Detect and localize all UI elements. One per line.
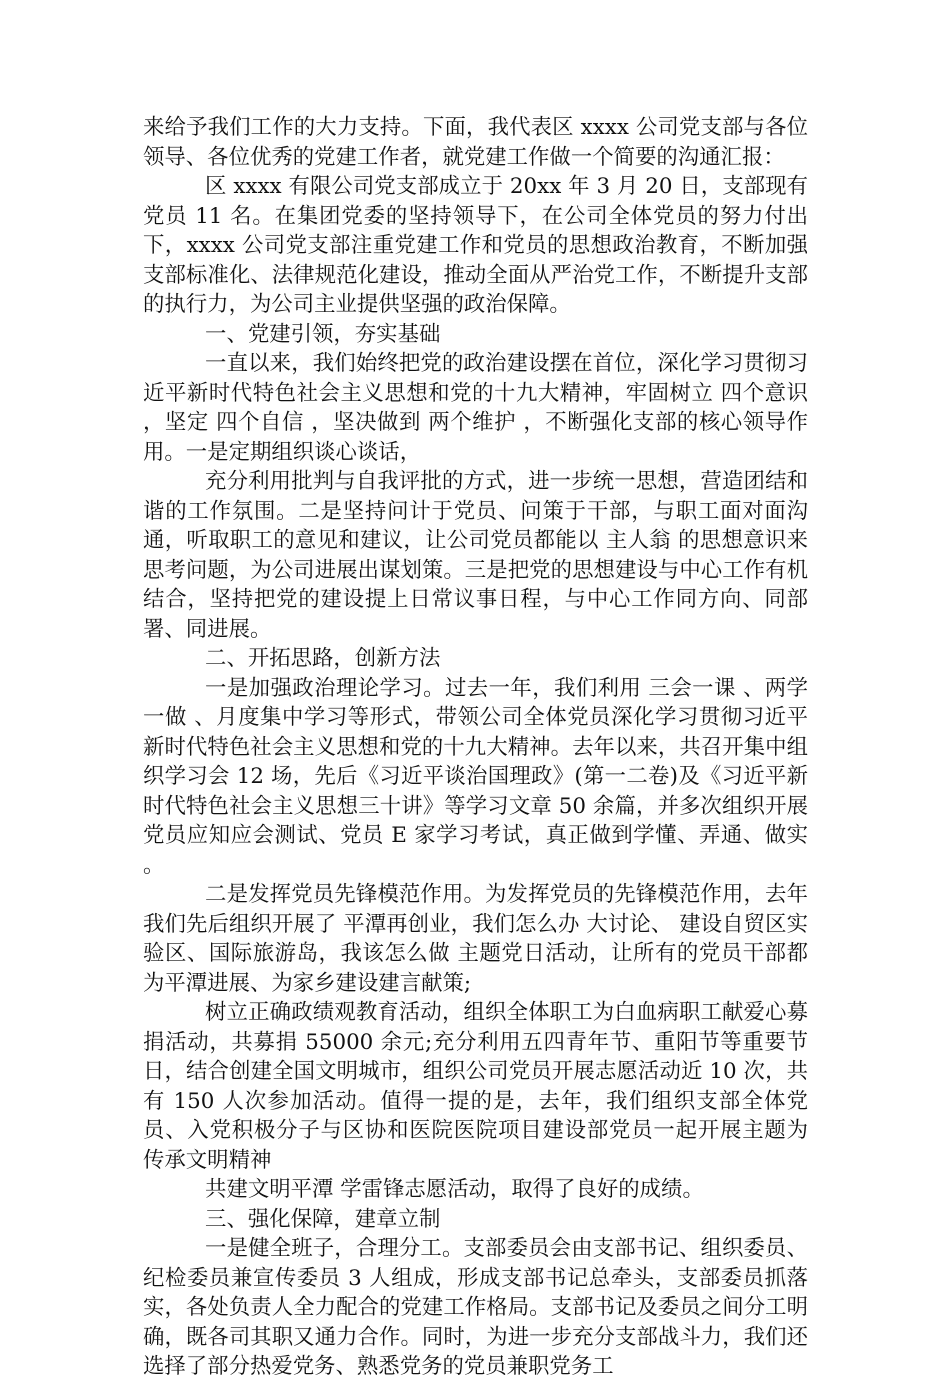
body-paragraph: 区 xxxx 有限公司党支部成立于 20xx 年 3 月 20 日，支部现有党员 11 名。在集团党委的坚持领导下，在公司全体党员的努力付出下，xxxx 公司党支部注重党建工作和党员的思想政治教育，不断加强支部标准化、法律规范化建设，推动全面从严治党工作，不断提升支部的执行力，为公司主业提供坚强的政治保障。 — [143, 174, 808, 317]
section-heading: 三、强化保障，建章立制 — [205, 1206, 441, 1232]
body-paragraph: 二是发挥党员先锋模范作用。为发挥党员的先锋模范作用，去年我们先后组织开展了 平潭再创业，我们怎么办 大讨论、 建设自贸区实验区、国际旅游岛，我该怎么做 主题党日活动，让所有的党员干部都为平潭进展、为家乡建设建言献策; — [143, 882, 808, 996]
document-page — [143, 113, 808, 1382]
body-paragraph: 树立正确政绩观教育活动，组织全体职工为白血病职工献爱心募捐活动，共募捐 55000 余元;充分利用五四青年节、重阳节等重要节日，结合创建全国文明城市，组织公司党员开展志愿活动近 10 次，共有 150 人次参加活动。值得一提的是，去年，我们组织支部全体党员、入党积极分子与区协和医院医院项目建设部党员一起开展主题为 传承文明精神 — [143, 1000, 808, 1173]
section-heading: 二、开拓思路，创新方法 — [205, 646, 441, 671]
body-paragraph: 共建文明平潭 学雷锋志愿活动，取得了良好的成绩。 — [205, 1177, 704, 1202]
body-paragraph: 一是健全班子，合理分工。支部委员会由支部书记、组织委员、纪检委员兼宣传委员 3 人组成，形成支部书记总牵头，支部委员抓落实，各处负责人全力配合的党建工作格局。支部书记及委员之间分工明确，既各司其职又通力合作。同时，为进一步充分支部战斗力，我们还选择了部分热爱党务、熟悉党务的党员兼职党务工 — [143, 1236, 808, 1379]
section-heading: 一、党建引领，夯实基础 — [205, 321, 441, 347]
body-paragraph: 充分利用批判与自我评批的方式，进一步统一思想，营造团结和谐的工作氛围。二是坚持问计于党员、问策于干部，与职工面对面沟通，听取职工的意见和建议，让公司党员都能以 主人翁 的思想意识来思考问题，为公司进展出谋划策。三是把党的思想建设与中心工作有机结合，坚持把党的建设提上日常议事日程，与中心工作同方向、同部署、同进展。 — [143, 469, 808, 642]
body-paragraph: 一直以来，我们始终把党的政治建设摆在首位，深化学习贯彻习近平新时代特色社会主义思想和党的十九大精神，牢固树立 四个意识 ，坚定 四个自信 ，坚决做到 两个维护 ，不断强化支部的核心领导作用。一是定期组织谈心谈话， — [143, 351, 808, 465]
body-paragraph: 一是加强政治理论学习。过去一年，我们利用 三会一课 、两学一做 、月度集中学习等形式，带领公司全体党员深化学习贯彻习近平新时代特色社会主义思想和党的十九大精神。去年以来，共召开集中组织学习会 12 场，先后《习近平谈治国理政》(第一二卷)及《习近平新时代特色社会主义思想三十讲》等学习文章 50 余篇，并多次组织开展党员应知应会测试、党员 E 家学习考试，真正做到学懂、弄通、做实 。 — [143, 675, 808, 878]
body-paragraph: 来给予我们工作的大力支持。下面，我代表区 xxxx 公司党支部与各位领导、各位优秀的党建工作者，就党建工作做一个简要的沟通汇报： — [143, 115, 808, 170]
